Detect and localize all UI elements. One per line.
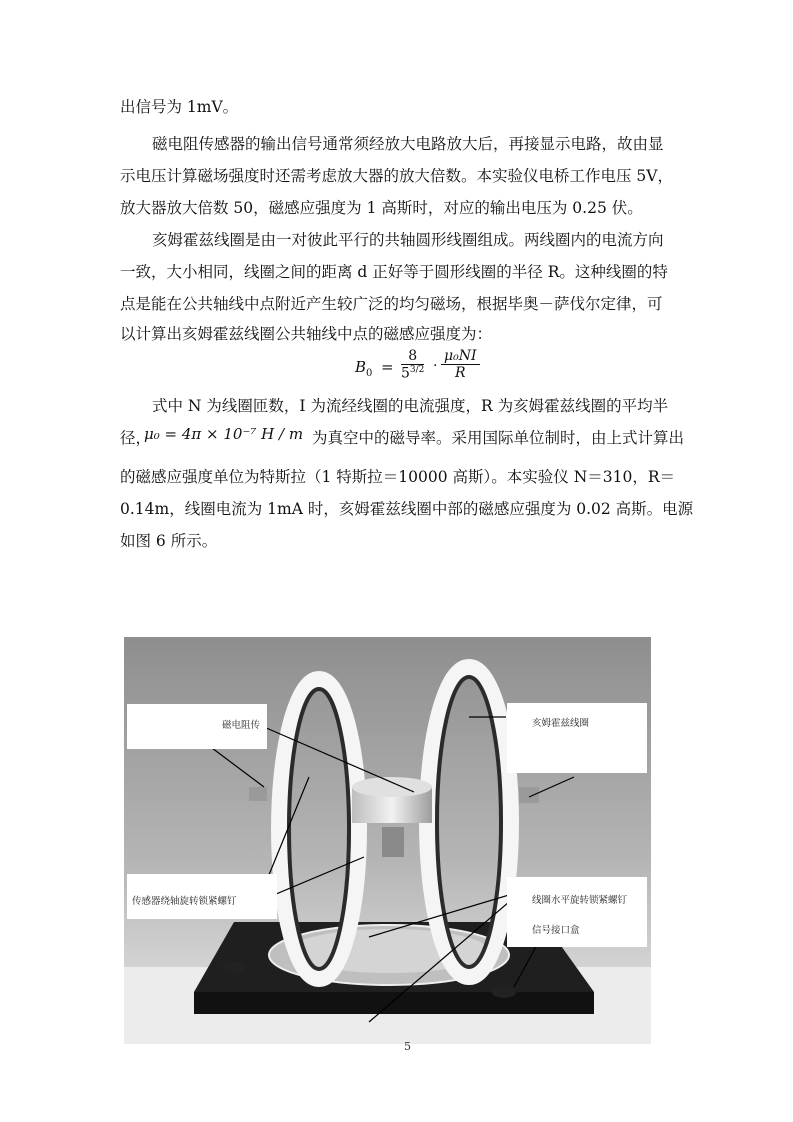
formula-dot: ·: [433, 358, 438, 374]
text-line: 径，: [120, 429, 152, 447]
label-sensor: 磁电阻传: [127, 704, 267, 749]
text-line: 为真空中的磁导率。采用国际单位制时，由上式计算出: [312, 429, 685, 447]
text-line: 如图 6 所示。: [120, 532, 218, 550]
formula-fraction-1: $\frac{8}{5^{3/2}}$: [401, 348, 425, 382]
apparatus-illustration: [124, 637, 651, 1044]
text-line: 以计算出亥姆霍兹线圈公共轴线中点的磁感应强度为：: [120, 325, 493, 343]
label-helmholtz-coil: 亥姆霍兹线圈: [507, 703, 647, 773]
text-line: 示电压计算磁场强度时还需考虑放大器的放大倍数。本实验仪电桥工作电压 5V，: [120, 167, 673, 185]
formula-fraction-2: $\frac{\text{μ₀NI}}{R}$: [441, 348, 480, 381]
text-line: 点是能在公共轴线中点附近产生较广泛的均匀磁场，根据毕奥－萨伐尔定律，可: [120, 295, 663, 313]
label-sensor-screw: 传感器绕轴旋转锁紧螺钉: [127, 874, 277, 919]
label-signal-box: 信号接口盒: [532, 925, 580, 936]
mu-definition: μ₀ = 4π × 10⁻⁷ H / m: [144, 425, 304, 443]
label-coil-screw: 线圈水平旋转锁紧螺钉 信号接口盒: [507, 877, 647, 947]
formula-equals: =: [381, 358, 394, 376]
text-line: 放大器放大倍数 50，磁感应强度为 1 高斯时，对应的输出电压为 0.25 伏。: [120, 199, 643, 217]
text-line: 0.14m，线圈电流为 1mA 时，亥姆霍兹线圈中部的磁感应强度为 0.02 高斯。电源: [120, 500, 694, 518]
text-line: 磁电阻传感器的输出信号通常须经放大电路放大后，再接显示电路，故由显: [152, 135, 664, 153]
formula-lhs: $B_0$: [355, 358, 373, 379]
text-line: 的磁感应强度单位为特斯拉（1 特斯拉＝10000 高斯）。本实验仪 N＝310，R＝: [120, 468, 676, 486]
apparatus-photo: [124, 637, 651, 1044]
text-line: 式中 N 为线圈匝数，I 为流经线圈的电流强度，R 为亥姆霍兹线圈的平均半: [152, 397, 669, 415]
text-line: 出信号为 1mV。: [120, 98, 239, 116]
text-line: 亥姆霍兹线圈是由一对彼此平行的共轴圆形线圈组成。两线圈内的电流方向: [152, 231, 664, 249]
helmholtz-formula: [355, 350, 485, 390]
page-mark: 5: [404, 1040, 411, 1053]
text-line: 一致，大小相同，线圈之间的距离 d 正好等于圆形线圈的半径 R。这种线圈的特: [120, 263, 668, 281]
